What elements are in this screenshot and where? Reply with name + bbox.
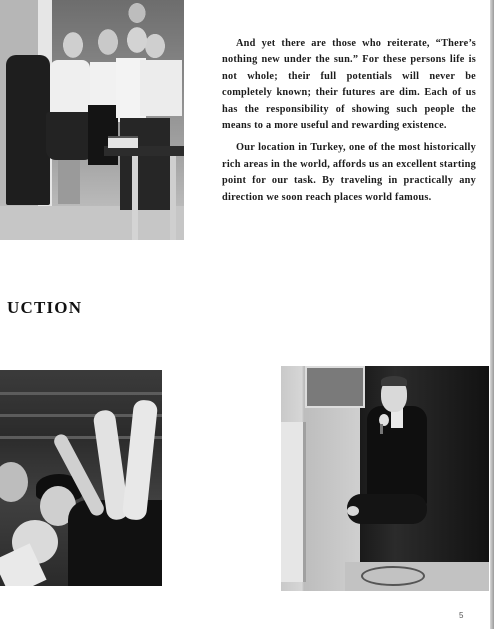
- body-text: [222, 36, 476, 212]
- speaker-on-stage-photo: [281, 366, 489, 591]
- page-number: 5: [459, 611, 464, 620]
- paragraph-2: Our location in Turkey, one of the most historically rich areas in the world, affords us an excellent starting point for our task. By traveling in practically any direction we soon reach places world famous.: [222, 142, 476, 203]
- paragraph-1: And yet there are those who reiterate, “There’s nothing new under the sun.” For these persons life is not whole; their full potentials will never be completely known; their futures are dim. Each of us has the responsibility of showing such people the means to a more useful and rewarding existence.: [222, 38, 476, 132]
- section-heading: UCTION: [7, 298, 83, 317]
- crowd-raising-hands-photo: [0, 370, 162, 586]
- group-of-students-photo: [0, 0, 184, 240]
- page-edge: [490, 0, 494, 629]
